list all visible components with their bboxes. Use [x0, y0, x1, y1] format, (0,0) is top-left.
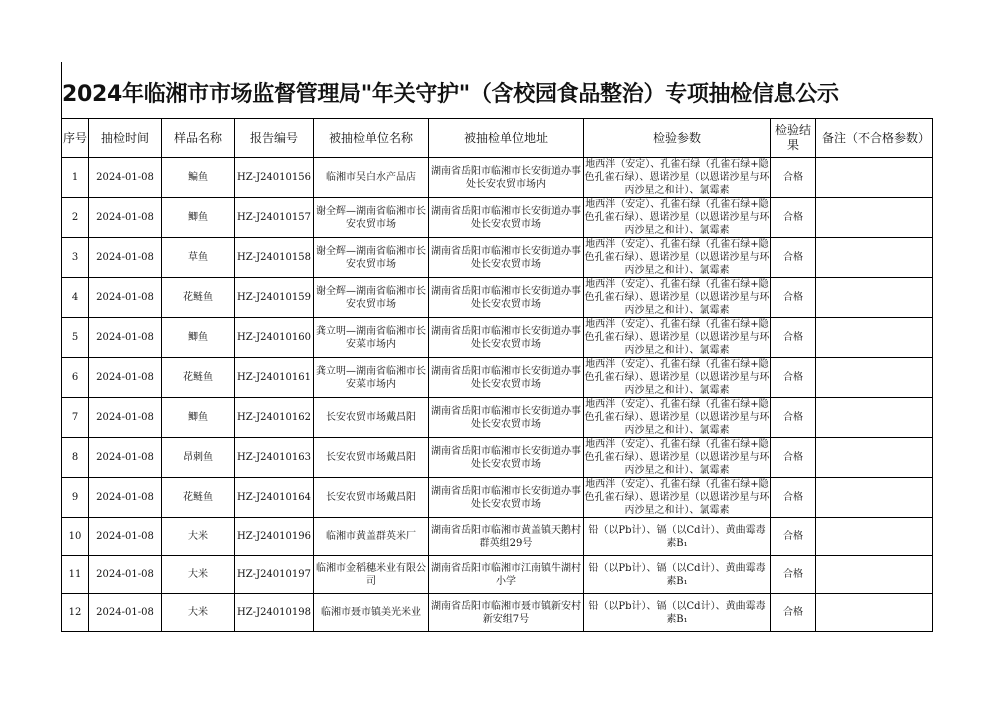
report-id-cell: HZ-J24010163 — [235, 438, 314, 478]
test-params-cell: 地西泮（安定）、孔雀石绿（孔雀石绿+隐色孔雀石绿）、恩诺沙星（以恩诺沙星与环丙沙星之和计）、氯霉素 — [584, 319, 770, 356]
sample-cell: 鲫鱼 — [162, 398, 235, 438]
sample-cell: 鲫鱼 — [162, 318, 235, 358]
remark-cell — [816, 594, 933, 632]
sample-cell: 昂刺鱼 — [162, 438, 235, 478]
table-row — [62, 158, 933, 198]
header-remark: 备注（不合格参数） — [816, 119, 933, 158]
unit-name-cell: 临湘市金稻穗米业有限公司 — [314, 556, 429, 594]
header-sample: 样品名称 — [162, 119, 235, 158]
unit-address-cell: 湖南省岳阳市临湘市长安街道办事处长安农贸市场 — [429, 278, 584, 318]
page-title: 2024年临湘市市场监督管理局"年关守护"（含校园食品整治）专项抽检信息公示 — [62, 82, 839, 107]
unit-name-cell: 长安农贸市场戴昌阳 — [314, 398, 429, 438]
sample-cell: 鲫鱼 — [162, 198, 235, 238]
unit-address-cell: 湖南省岳阳市临湘市江南镇牛湖村小学 — [429, 556, 584, 594]
test-params-cell: 地西泮（安定）、孔雀石绿（孔雀石绿+隐色孔雀石绿）、恩诺沙星（以恩诺沙星与环丙沙星之和计）、氯霉素 — [584, 199, 770, 236]
unit-name-cell: 谢全辉—湖南省临湘市长安农贸市场 — [314, 238, 429, 278]
result-cell: 合格 — [771, 478, 816, 518]
header-params: 检验参数 — [584, 119, 771, 158]
date-cell: 2024-01-08 — [89, 438, 162, 478]
header-address: 被抽检单位地址 — [429, 119, 584, 158]
table-row — [62, 238, 933, 278]
table-row — [62, 438, 933, 478]
seq-cell: 10 — [62, 518, 89, 556]
table-row — [62, 358, 933, 398]
table-row — [62, 518, 933, 556]
header-date: 抽检时间 — [89, 119, 162, 158]
sample-cell: 花鲢鱼 — [162, 478, 235, 518]
table-row — [62, 318, 933, 358]
test-params-cell: 铅（以Pb计）、镉（以Cd计）、黄曲霉毒素B₁ — [584, 594, 771, 632]
remark-cell — [816, 238, 933, 278]
test-params-cell: 铅（以Pb计）、镉（以Cd计）、黄曲霉毒素B₁ — [584, 518, 771, 556]
test-params-cell: 地西泮（安定）、孔雀石绿（孔雀石绿+隐色孔雀石绿）、恩诺沙星（以恩诺沙星与环丙沙星之和计）、氯霉素 — [584, 239, 770, 276]
sample-cell: 花鲢鱼 — [162, 358, 235, 398]
report-id-cell: HZ-J24010156 — [235, 158, 314, 198]
unit-address-cell: 湖南省岳阳市临湘市黄盖镇天鹅村群英组29号 — [429, 518, 584, 556]
sample-cell: 鳊鱼 — [162, 158, 235, 198]
result-cell: 合格 — [771, 238, 816, 278]
seq-cell: 3 — [62, 238, 89, 278]
header-result: 检验结果 — [771, 119, 816, 158]
remark-cell — [816, 556, 933, 594]
test-params-cell: 地西泮（安定）、孔雀石绿（孔雀石绿+隐色孔雀石绿）、恩诺沙星（以恩诺沙星与环丙沙星之和计）、氯霉素 — [584, 399, 770, 436]
table-row — [62, 478, 933, 518]
table-header-row — [62, 119, 933, 158]
seq-cell: 4 — [62, 278, 89, 318]
unit-address-cell: 湖南省岳阳市临湘市聂市镇新安村新安组7号 — [429, 594, 584, 632]
seq-cell: 12 — [62, 594, 89, 632]
unit-name-cell: 长安农贸市场戴昌阳 — [314, 438, 429, 478]
sample-cell: 草鱼 — [162, 238, 235, 278]
unit-name-cell: 长安农贸市场戴昌阳 — [314, 478, 429, 518]
result-cell: 合格 — [771, 358, 816, 398]
remark-cell — [816, 438, 933, 478]
sample-cell: 大米 — [162, 556, 235, 594]
header-unit: 被抽检单位名称 — [314, 119, 429, 158]
result-cell: 合格 — [771, 158, 816, 198]
header-seq: 序号 — [62, 119, 89, 158]
report-id-cell: HZ-J24010158 — [235, 238, 314, 278]
result-cell: 合格 — [771, 198, 816, 238]
seq-cell: 6 — [62, 358, 89, 398]
table-row — [62, 398, 933, 438]
sample-cell: 花鲢鱼 — [162, 278, 235, 318]
seq-cell: 9 — [62, 478, 89, 518]
report-id-cell: HZ-J24010159 — [235, 278, 314, 318]
result-cell: 合格 — [771, 556, 816, 594]
date-cell: 2024-01-08 — [89, 198, 162, 238]
seq-cell: 2 — [62, 198, 89, 238]
table-row — [62, 594, 933, 632]
table-row — [62, 556, 933, 594]
unit-address-cell: 湖南省岳阳市临湘市长安街道办事处长安农贸市场 — [429, 318, 584, 358]
result-cell: 合格 — [771, 278, 816, 318]
unit-name-cell: 临湘市黄盖群英米厂 — [314, 518, 429, 556]
inspection-table — [61, 118, 933, 632]
test-params-cell: 地西泮（安定）、孔雀石绿（孔雀石绿+隐色孔雀石绿）、恩诺沙星（以恩诺沙星与环丙沙星之和计）、氯霉素 — [584, 359, 770, 396]
date-cell: 2024-01-08 — [89, 478, 162, 518]
remark-cell — [816, 278, 933, 318]
date-cell: 2024-01-08 — [89, 518, 162, 556]
test-params-cell: 地西泮（安定）、孔雀石绿（孔雀石绿+隐色孔雀石绿）、恩诺沙星（以恩诺沙星与环丙沙星之和计）、氯霉素 — [584, 479, 770, 516]
date-cell: 2024-01-08 — [89, 594, 162, 632]
table-row — [62, 198, 933, 238]
test-params-cell: 地西泮（安定）、孔雀石绿（孔雀石绿+隐色孔雀石绿）、恩诺沙星（以恩诺沙星与环丙沙星之和计）、氯霉素 — [584, 159, 770, 196]
result-cell: 合格 — [771, 438, 816, 478]
date-cell: 2024-01-08 — [89, 278, 162, 318]
unit-name-cell: 龚立明—湖南省临湘市长安菜市场内 — [314, 358, 429, 398]
unit-address-cell: 湖南省岳阳市临湘市长安街道办事处长安农贸市场 — [429, 398, 584, 438]
test-params-cell: 地西泮（安定）、孔雀石绿（孔雀石绿+隐色孔雀石绿）、恩诺沙星（以恩诺沙星与环丙沙星之和计）、氯霉素 — [584, 439, 770, 476]
unit-address-cell: 湖南省岳阳市临湘市长安街道办事处长安农贸市场 — [429, 238, 584, 278]
report-id-cell: HZ-J24010164 — [235, 478, 314, 518]
report-id-cell: HZ-J24010198 — [235, 594, 314, 632]
unit-address-cell: 湖南省岳阳市临湘市长安街道办事处长安农贸市场 — [429, 438, 584, 478]
remark-cell — [816, 398, 933, 438]
remark-cell — [816, 518, 933, 556]
unit-name-cell: 谢全辉—湖南省临湘市长安农贸市场 — [314, 278, 429, 318]
report-id-cell: HZ-J24010160 — [235, 318, 314, 358]
remark-cell — [816, 318, 933, 358]
sample-cell: 大米 — [162, 518, 235, 556]
result-cell: 合格 — [771, 518, 816, 556]
result-cell: 合格 — [771, 594, 816, 632]
unit-name-cell: 龚立明—湖南省临湘市长安菜市场内 — [314, 318, 429, 358]
header-report: 报告编号 — [235, 119, 314, 158]
unit-address-cell: 湖南省岳阳市临湘市长安街道办事处长安农贸市场内 — [429, 158, 584, 198]
remark-cell — [816, 198, 933, 238]
remark-cell — [816, 158, 933, 198]
seq-cell: 1 — [62, 158, 89, 198]
sample-cell: 大米 — [162, 594, 235, 632]
unit-address-cell: 湖南省岳阳市临湘市长安街道办事处长安农贸市场 — [429, 198, 584, 238]
seq-cell: 11 — [62, 556, 89, 594]
test-params-cell: 地西泮（安定）、孔雀石绿（孔雀石绿+隐色孔雀石绿）、恩诺沙星（以恩诺沙星与环丙沙星之和计）、氯霉素 — [584, 279, 770, 316]
date-cell: 2024-01-08 — [89, 318, 162, 358]
date-cell: 2024-01-08 — [89, 158, 162, 198]
date-cell: 2024-01-08 — [89, 358, 162, 398]
date-cell: 2024-01-08 — [89, 556, 162, 594]
result-cell: 合格 — [771, 398, 816, 438]
date-cell: 2024-01-08 — [89, 238, 162, 278]
unit-name-cell: 谢全辉—湖南省临湘市长安农贸市场 — [314, 198, 429, 238]
result-cell: 合格 — [771, 318, 816, 358]
seq-cell: 5 — [62, 318, 89, 358]
remark-cell — [816, 478, 933, 518]
report-id-cell: HZ-J24010197 — [235, 556, 314, 594]
unit-address-cell: 湖南省岳阳市临湘市长安街道办事处长安农贸市场 — [429, 478, 584, 518]
table-row — [62, 278, 933, 318]
remark-cell — [816, 358, 933, 398]
report-id-cell: HZ-J24010157 — [235, 198, 314, 238]
unit-address-cell: 湖南省岳阳市临湘市长安街道办事处长安农贸市场 — [429, 358, 584, 398]
unit-name-cell: 临湘市吴白水产品店 — [314, 158, 429, 198]
report-id-cell: HZ-J24010162 — [235, 398, 314, 438]
test-params-cell: 铅（以Pb计）、镉（以Cd计）、黄曲霉毒素B₁ — [584, 556, 771, 594]
unit-name-cell: 临湘市聂市镇美光米业 — [314, 594, 429, 632]
seq-cell: 7 — [62, 398, 89, 438]
report-id-cell: HZ-J24010161 — [235, 358, 314, 398]
report-id-cell: HZ-J24010196 — [235, 518, 314, 556]
date-cell: 2024-01-08 — [89, 398, 162, 438]
seq-cell: 8 — [62, 438, 89, 478]
